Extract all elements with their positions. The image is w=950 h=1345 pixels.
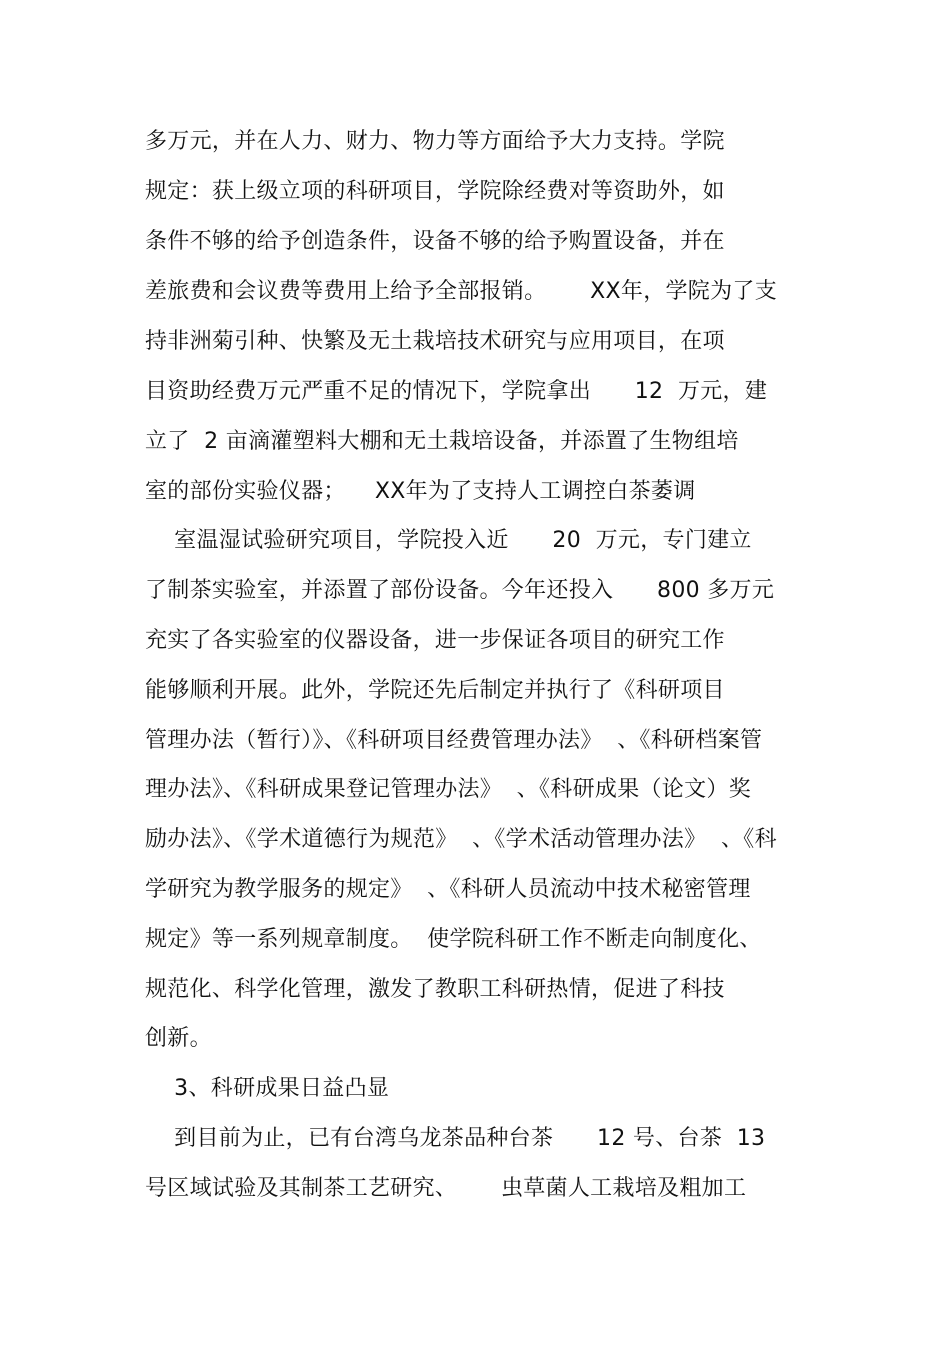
text-line: 室的部份实验仪器； XX年为了支持人工调控白茶萎调 (145, 479, 696, 504)
text-line: 目资助经费万元严重不足的情况下，学院拿出 12 万元，建 (145, 379, 768, 404)
text-line: 到目前为止，已有台湾乌龙茶品种台茶 12 号、台茶 13 (145, 1126, 766, 1151)
text-line: 了制茶实验室，并添置了部份设备。今年还投入 800 多万元 (145, 578, 775, 603)
text-line: 差旅费和会议费等费用上给予全部报销。 XX年，学院为了支 (145, 279, 778, 304)
text-line: 立了 2 亩滴灌塑料大棚和无土栽培设备，并添置了生物组培 (145, 429, 739, 454)
text-line: 条件不够的给予创造条件，设备不够的给予购置设备，并在 (145, 229, 725, 254)
text-line: 规定》等一系列规章制度。 使学院科研工作不断走向制度化、 (145, 927, 762, 952)
text-line: 室温湿试验研究项目，学院投入近 20 万元，专门建立 (145, 528, 752, 553)
text-line: 创新。 (145, 1026, 212, 1051)
text-line: 理办法》、《科研成果登记管理办法》 、《科研成果（论文）奖 (145, 777, 751, 802)
text-line: 管理办法（暂行）》、《科研项目经费管理办法》 、《科研档案管 (145, 728, 763, 753)
text-line: 持非洲菊引种、快繁及无土栽培技术研究与应用项目，在项 (145, 329, 725, 354)
text-line: 学研究为教学服务的规定》 、《科研人员流动中技术秘密管理 (145, 877, 751, 902)
text-line: 充实了各实验室的仪器设备，进一步保证各项目的研究工作 (145, 628, 725, 653)
text-line: 能够顺利开展。此外，学院还先后制定并执行了《科研项目 (145, 678, 725, 703)
section-heading: 3、科研成果日益凸显 (145, 1076, 390, 1101)
text-line: 号区域试验及其制茶工艺研究、 虫草菌人工栽培及粗加工 (145, 1176, 747, 1201)
text-line: 规范化、科学化管理，激发了教职工科研热情，促进了科技 (145, 977, 725, 1002)
text-line: 多万元，并在人力、财力、物力等方面给予大力支持。学院 (145, 129, 725, 154)
text-line: 励办法》、《学术道德行为规范》 、《学术活动管理办法》 、《科 (145, 827, 777, 852)
text-line: 规定：获上级立项的科研项目，学院除经费对等资助外，如 (145, 179, 725, 204)
